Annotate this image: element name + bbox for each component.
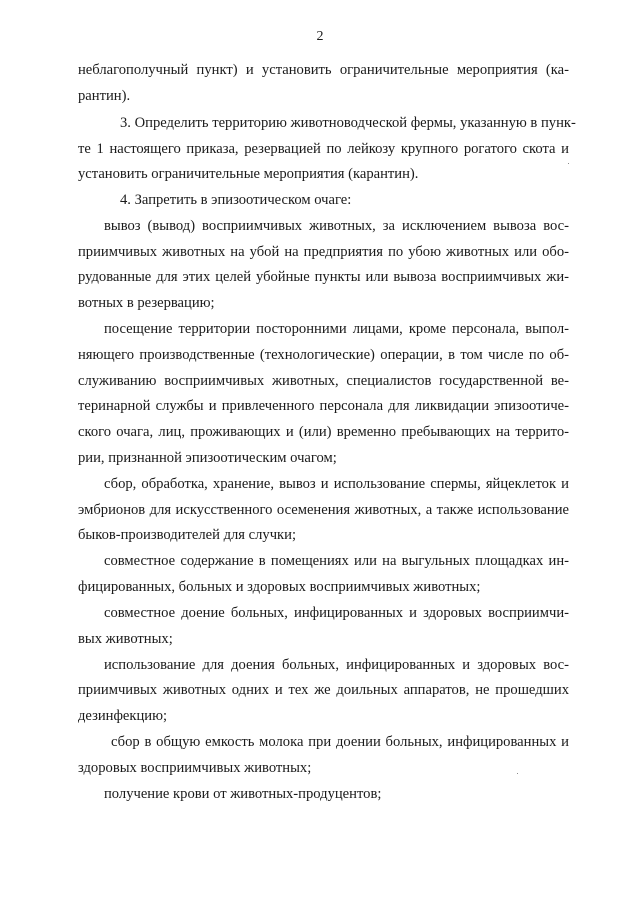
- list-item-line: эмбрионов для искусственного осеменения животных, а также использование: [78, 502, 569, 518]
- page-number: 2: [316, 29, 324, 44]
- list-item-line: использование для доения больных, инфицированных и здоровых вос-: [104, 657, 569, 673]
- paragraph-4-heading: 4. Запретить в эпизоотическом очаге:: [120, 192, 352, 208]
- list-item-line: сбор, обработка, хранение, вывоз и использование спермы, яйцеклеток и: [104, 476, 569, 492]
- paragraph-3-line: 3. Определить территорию животноводческой фермы, указанную в пунк-: [120, 115, 576, 131]
- list-item-line: приимчивых животных на убой на предприятия по убою животных или обо-: [78, 244, 569, 260]
- list-item-line: ского очага, лиц, проживающих и (или) временно пребывающих на террито-: [78, 424, 569, 440]
- list-item-line: вывоз (вывод) восприимчивых животных, за исключением вывоза вос-: [104, 218, 569, 234]
- scan-speck: [517, 773, 518, 774]
- list-item-line: дезинфекцию;: [78, 708, 168, 724]
- text-line: рантин).: [78, 88, 131, 104]
- list-item-line: вотных в резервацию;: [78, 295, 215, 311]
- list-item-line: вых животных;: [78, 631, 173, 647]
- list-item-line: теринарной службы и привлеченного персонала для ликвидации эпизоотиче-: [78, 398, 569, 414]
- list-item-line: рии, признанной эпизоотическим очагом;: [78, 450, 337, 466]
- list-item-line: здоровых восприимчивых животных;: [78, 760, 312, 776]
- paragraph-3-line: те 1 настоящего приказа, резервацией по лейкозу крупного рогатого скота и: [78, 141, 569, 157]
- list-item-line: получение крови от животных-продуцентов;: [104, 786, 382, 802]
- paragraph-3-line: установить ограничительные мероприятия (карантин).: [78, 166, 419, 182]
- list-item-line: посещение территории посторонними лицами, кроме персонала, выпол-: [104, 321, 569, 337]
- list-item-line: совместное доение больных, инфицированных и здоровых восприимчи-: [104, 605, 569, 621]
- list-item-line: быков-производителей для случки;: [78, 527, 297, 543]
- list-item-line: совместное содержание в помещениях или на выгульных площадках ин-: [104, 553, 569, 569]
- list-item-line: приимчивых животных одних и тех же доильных аппаратов, не прошедших: [78, 682, 569, 698]
- scan-speck: [568, 163, 569, 164]
- list-item-line: служиванию восприимчивых животных, специалистов государственной ве-: [78, 373, 569, 389]
- text-line: неблагополучный пункт) и установить ограничительные мероприятия (ка-: [78, 62, 569, 78]
- list-item-line: сбор в общую емкость молока при доении больных, инфицированных и: [111, 734, 569, 750]
- list-item-line: фицированных, больных и здоровых восприимчивых животных;: [78, 579, 481, 595]
- list-item-line: рудованные для этих целей убойные пункты или вывоза восприимчивых жи-: [78, 269, 569, 285]
- list-item-line: няющего производственные (технологические) операции, в том числе по об-: [78, 347, 569, 363]
